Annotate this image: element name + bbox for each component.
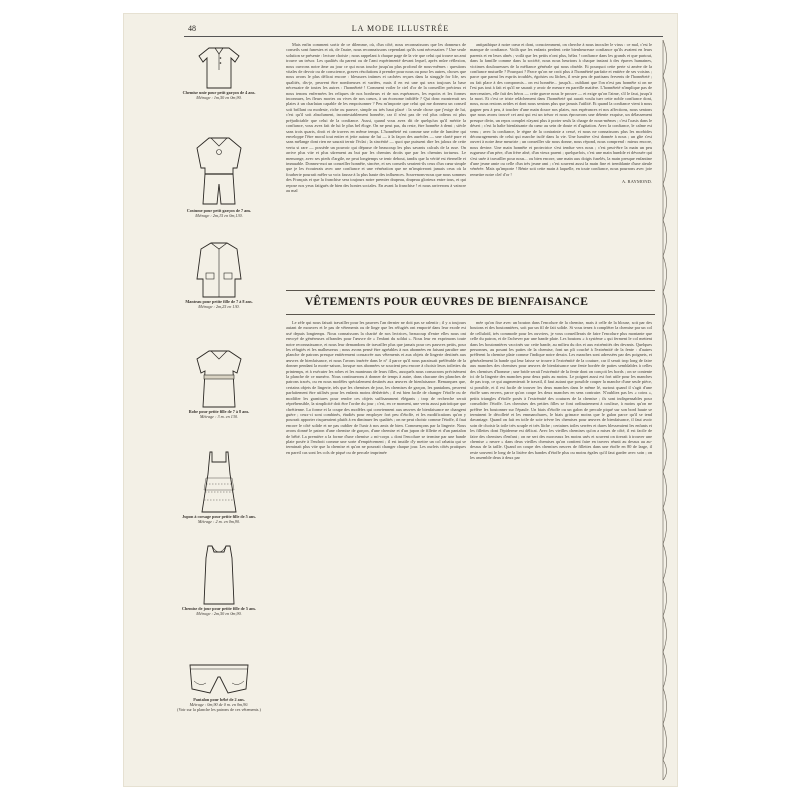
page-header <box>124 22 677 36</box>
caption-boys-costume: Costume pour petit garçon de 7 ans. Métrage : 2m,15 en 0m,130. <box>186 208 252 218</box>
caption-girls-petticoat: Jupon à corsage pour petite fille de 5 ans. Métrage : 2 m. en 0m,90. <box>182 514 256 524</box>
section-rule-bottom <box>286 314 655 315</box>
essay-column-left: Mais enfin comment sortir de ce dilemme, où, d'un côté, nous reconnaissons que les donneurs de conseils sont funestes et où, de l'autre, nous reconnaissons cependant qu'ils sont nécessaires ? Une seule solution se présente : lecture choisie ; nous rappelant à chaque page de la vie que celui qui trouve un ami trouve un trésor. Les qualités du parent ou de l'ami expérimenté devant lequel, après mûre réflexion, nous ouvrons notre âme au jour ce qui nous touche jusqu'au plus profond de nous-mêmes : questions vitales de devoir ou de conscience, graves résolutions à prendre pour nous ou pour les autres, choses que nous avons le plus délicat encore : blessures intimes et cachées reçues dans la struggle for life, ses qualités, dis-je, peuvent être nombreuses et variées, mais il en est une qui sera toujours la base nécessaire de toutes les autres : l'honnêteté ! Comment voiler le ciel d'or de la conseiller précieux et nous tenons enfermées les reliques de nos bonheurs et de nos espérances, les espoirs et les formes inconnues, les fleurs mortes ou vives de nos cœurs, à un économe infidèle ? Qui donc montrerait ses plaies à un charlatan capable de les empoisonner ? Peu m'importe que celui qui me donnera un conseil soit brillant ou modeste, riche ou pauvre, simple ou très haut placé : la seule chose que j'exige de lui, c'est qu'il soit absolument, incontestablement honnête, car il n'est pas de vol plus odieux ni plus préjudiciable que celui de la confiance. Aussi, quand vous avez dit de quelqu'un qu'il mérite la confiance, vous avez fait de lui le plus bel éloge. On ne peut pas, du reste, être honnête à demi ; siècle sans trois quarts, droit et de travers en même temps. L'honnêteté est comme une robe de lumière qui enveloppe l'être moral tout entier et jette autour de lui — à la façon des auréoles — une clarté pure et sans mélange dont rien ne saurait ternir l'éclat ; la sincérité — quoi que puissent dire les jaloux de cette vertu si rare — possède un pouvoir qui dépasse de beaucoup les plus savants calculs de la ruse. On arrive plus vite et plus sûrement au but par les chemins droits que par les chemins tortueux. Le mensonge, avec ses pieds d'argile, ne peut longtemps se tenir debout, tandis que la vérité est éternelle et immuable. Donnez-moi un conseiller honnête, sincère, et ses conseils seraient-ils ceux d'un cœur simple que je les écouterais avec une confiance et une vénération que ne m'inspireront jamais ceux où la fourberie pourrait mêler sa voix fausse à la plus haute des influences. Souvenons-nous que nous sommes des Français et que la franchise sera toujours notre premier drapeau, drapeau glorieux entre tous, et qui repose nos yeux fatigués de bien des hontes sociales. En avant la franchise ! et nous arriverons à vaincre au mal <box>286 42 466 193</box>
figure-girls-petticoat <box>164 450 274 524</box>
article-title: VÊTEMENTS POUR ŒUVRES DE BIENFAISANCE <box>304 296 589 308</box>
figure-girls-chemise <box>164 544 274 616</box>
magazine-title: LA MODE ILLUSTRÉE <box>351 24 450 33</box>
chemise-illustration <box>196 544 242 606</box>
page-number: 48 <box>188 24 196 33</box>
section-rule-top <box>286 290 655 291</box>
girls-dress-illustration <box>189 347 249 409</box>
boys-costume-illustration <box>189 134 249 208</box>
boys-shirt-illustration <box>191 44 247 90</box>
article-column-right: mée qu'on fixe avec un bouton dans l'encolure de la chemise, mais à celle de la blouse, soit par des boutons et des boutonnières, soit par un fil de fait solide. Si vous tenez à compléter la chemise par un col de celluloïd, très commode pour les ouvriers, je vous conseillerais de faire l'encolure plus montante que celle du patron, et de l'achever par une bande plate. Les boutons « à système » qui ferment le col mettent dans les boutonnières vaccinés sur cette bande, au milieu du dos et aux extrémités des devants. Quelques personnes, au posant les pattes de la chemise, font un pli couché à l'extrémité de la fente : d'autres préfèrent la chemise plate comme l'indique notre dessin. Les manches sont adressées par des poignets, et généralement la bande qui leur laisse se trouve à l'extrémité de la couture, car il serait trop long de faire aux manches des chemises pour œuvres de bienfaisance une fente bordée de pattes semblables à celles des chemises d'homme ; une bride serait l'extrémité de la fente dont on conçoit les bords ; on se contente ici de la lingerie des manches pour deux puits au moins. Le poignet aussi est fort utile pour les manches de pas trop, ce qui augmenterait le travail, il faut autant que possible couper la manche d'une seule pièce, si possible, et il est facile de trouver les deux manches dans le même lé, surtout quand il s'agit d'une étoffe sans envers, parce qu'on coupe les deux manches en sens contraire. N'oubliez pas les « coins », petits triangles d'étoffe posés à l'extrémité des coutures de la chemise ; ils sont indispensables pour consolider l'étoffe. Les chemises des petites filles se font ordinairement à coulisse, à moins qu'on ne préfère les boutonner sur l'épaule. Un biais d'étoffe ou un galon de percale piqué sur son bord haute se terminent le décolleté et les emmanchures, le biais grimace moins que le galon parce qu'il se tend davantage. Quand on fait en toile de soie trèvre les chemises pour œuvres de bienfaisance, il faut avoir soin de choisir la toile très souple et très lâche ; certaines toiles serrées et dures blesseraient les enfants et les fillettes dont l'épiderme est délicat. Avec les vieilles chemises qu'on a mises de côté, il est facile de faire des chemises d'enfant ; on ne sert des morceaux les moins usés et souvent on tirerait à trouver une chemise « neuve » dans deux vieilles chemises qu'on contient faire en travers réunit au dessus au au-dessus de la taille. Quand on coupe des chemises neuves de fillettes dans une étoffe en 80 de large, il reste souvent le long de la lisière des bandes d'étoffe plus ou moins égales qu'il faut garder avec soin ; on les assemble deux à deux par <box>470 320 652 461</box>
article-column-left: Le zèle qui nous faisait travailler pour les pauvres l'an dernier ne doit pas se ralentir ; il y a toujours autant de mouvres et le pas de vêtements ou de linge que les réfugiés ont emporté dans leur exode est usé depuis longtemps. Nous connaissons la charité de nos lectrices, beaucoup d'entre elles nous ont envoyé de généreuses offrandes pour l'œuvre de « l'enfant du soldat ». Nous leur en exprimons toute notre reconnaissance, et nous leur demandons de travailler plus que jamais pour ces pauvres petits, pour les réfugiés et les malheureux ; nous avons pensé être agréables à nos abonnées en faisant paraître une planche de patrons presque entièrement consacrée aux vêtements et aux objets de lingerie destinés aux œuvres de bienfaisance, et nous l'avons insérée dans le n° 4 parce qu'il nous paraissait préférable de la donner pendant la morte-saison, lorsque nos abonnées se soucient peu encore à choisir leurs toilettes du printemps, et à exécuter les robes et les manteaux de leurs filles, auxquels nous consacrons précisément la planche de ce numéro. Nous continuerons à donner de temps à autre, dans chacune des planches de patrons tracés, ou en nous modèles spécialement destinés aux œuvres de bienfaisance. Remarquez que, certains objets de lingerie, tels que les chemises de jour, les chemises de garçon, les pantalons, peuvent parfaitement être utilisés pour les enfants moins déshérités ; il est bien facile de changer l'étoffe ou de modifier les garnitures pour rendre ces objets suffisamment élégants ; trop de recherche serait répréhensible, la simplicité doit être l'ordre du jour ; c'est, en ce moment, une vertu aussi patriotique que chrétienne. La forme et la coupe des modèles qui conviennent aux œuvres de bienfaisance ne changent guère ; ceux-ci sont combinés, étudiés pour employer fort peu d'étoffe, et les modifications qu'on y pourrait apporter risqueraient plutôt à en diminuer les qualités ; on ne peut choisir comme l'étoffe, il faut encore le côté solide et ne pas oublier de l'unir à nos amis de bien. Commençons par la lingerie. Nous avons donné le patron d'une chemise de garçon, d'une chemise et d'un jupon de fillette et d'un pantalon de bébé. La première a la forme d'une chemise « mi-corps » dont l'encolure se termine par une bande plate posée à l'endroit comme une sorte d'empiècement ; il est inutile d'y mettre un col rabattu qui se terminait plus vite que la chemise et qu'on ne pourrait changer chaque jour. Les ourlets côtés pratiques en pareil cas sont les cols de piqué ou de percale imprimée <box>286 320 466 455</box>
petticoat-illustration <box>194 450 244 514</box>
header-rule <box>184 36 663 37</box>
essay-column-right: antipathique à notre cœur et dont, consciemment, on cherche à nous inoculer le virus : ce mal, c'est le manque de confiance. Voilà que les enfants perdent cette bienheureuse confiance qu'ils avaient en leurs parents et en leurs aînés ; voilà que les petits n'ont plus, hélas ! confiance dans les grands et que partout, dans la famille comme dans la société, nous nous heurtons à chaque instant à des épaves humaines, victimes douloureuses de la méfiance générale qui nous obsède. Et pourquoi cette perte si amère de la confiance mutuelle ? Pourquoi ? Parce qu'on ne croit plus à l'honnêteté parfaite et entière de ses voisins ; parce que parmi les esprits troublés, égoïstes ou lâches, il reste peu de partisans fervents de l'honnêteté ; ou fait place à des compromis... on est honnête... jusqu'à... oubliant que l'on n'est pas honnête si on ne l'est pas tout à fait et qu'il ne saurait y avoir de mesure en pareille matière. L'honnêteté n'implique pas de mercenaires, elle fait des héros — cette guerre nous le prouve — et exige qu'on l'aime, s'il le faut, jusqu'à la mort. Et c'est ce triste relâchement dans l'honnêteté qui aurait voulu tuer cette noble confiance dont, nous, nous restons avides et dont nous sentons plus que jamais l'utilité. Et quand la confiance vient à nous gagner peu à peu, à toucher d'une main douce nos plaies, nos espérances et nos affections, nous sentons que nous avons trouvé cet ami qui est un trésor et nous éprouvons une détente exquise, un délassement presque divin, un repos complet n'ayant plus à porter seuls la charge de nous-mêmes ; c'est l'oasis dans le désert ; c'est la halte bienfaisante du cœur au sein de doute et d'agitation. Avec la confiance, le calme est venu ; avec la confiance, le règne de la contrainte a cessé, et nous ne connaissons plus les morbides découragements de celui qui marche isolé dans la vie. Une lumière s'est donnée à nous ; un gîte s'est ouvert à notre âme meurtrie ; un conseiller sûr nous donne, nous répond, nous comprend : mieux encore, nous devine. Une main honnête et protectrice s'est tendue vers nous ; c'est peut-être la main un peu rugueuse d'un père, d'un frère aîné, d'un vieux parent ; quelquefois, c'est une main humble et dévouée qui s'est usée à travailler pour nous... ou bien encore, une main aux doigts fuselés, la main presque enfantine d'une jeune amie ou celle d'un très jeune ami ; c'est souvent aussi la main fine et tremblante d'une aïeule vénérée. Mais qu'importe ! Bénie soit cette main à laquelle, en toute confiance, nous pourrons avec joie remettre notre clef d'or ! A. RAYMOND. <box>470 42 652 185</box>
signature: A. RAYMOND. <box>621 179 652 185</box>
caption-girls-coat: Manteau pour petite fille de 7 à 8 ans. Métrage : 2m,25 en 130. <box>185 299 253 309</box>
figure-boys-shirt <box>164 44 274 100</box>
figure-boys-costume <box>164 134 274 218</box>
ornamental-border <box>660 40 672 780</box>
caption-baby-pants: Pantalon pour bébé de 2 ans. Métrage : 0m,90 de 0 m. en 0m,90. (Voir sur la planche les patrons de ces vêtements.) <box>177 697 261 712</box>
caption-girls-chemise: Chemise de jour pour petite fille de 5 ans. Métrage : 2m,50 en 0m,90. <box>181 606 257 616</box>
baby-pants-illustration <box>186 659 252 697</box>
caption-girls-dress: Robe pour petite fille de 7 à 8 ans. Métrage : 3 m. en 130. <box>188 409 250 419</box>
magazine-page <box>124 14 677 786</box>
figure-baby-pants <box>158 659 280 712</box>
girls-coat-illustration <box>189 239 249 299</box>
caption-boys-shirt: Chemise unie pour petit garçon de 4 ans. Métrage : 1m,50 en 0m,90. <box>182 90 256 100</box>
figure-girls-dress <box>164 347 274 419</box>
figure-girls-coat <box>164 239 274 309</box>
